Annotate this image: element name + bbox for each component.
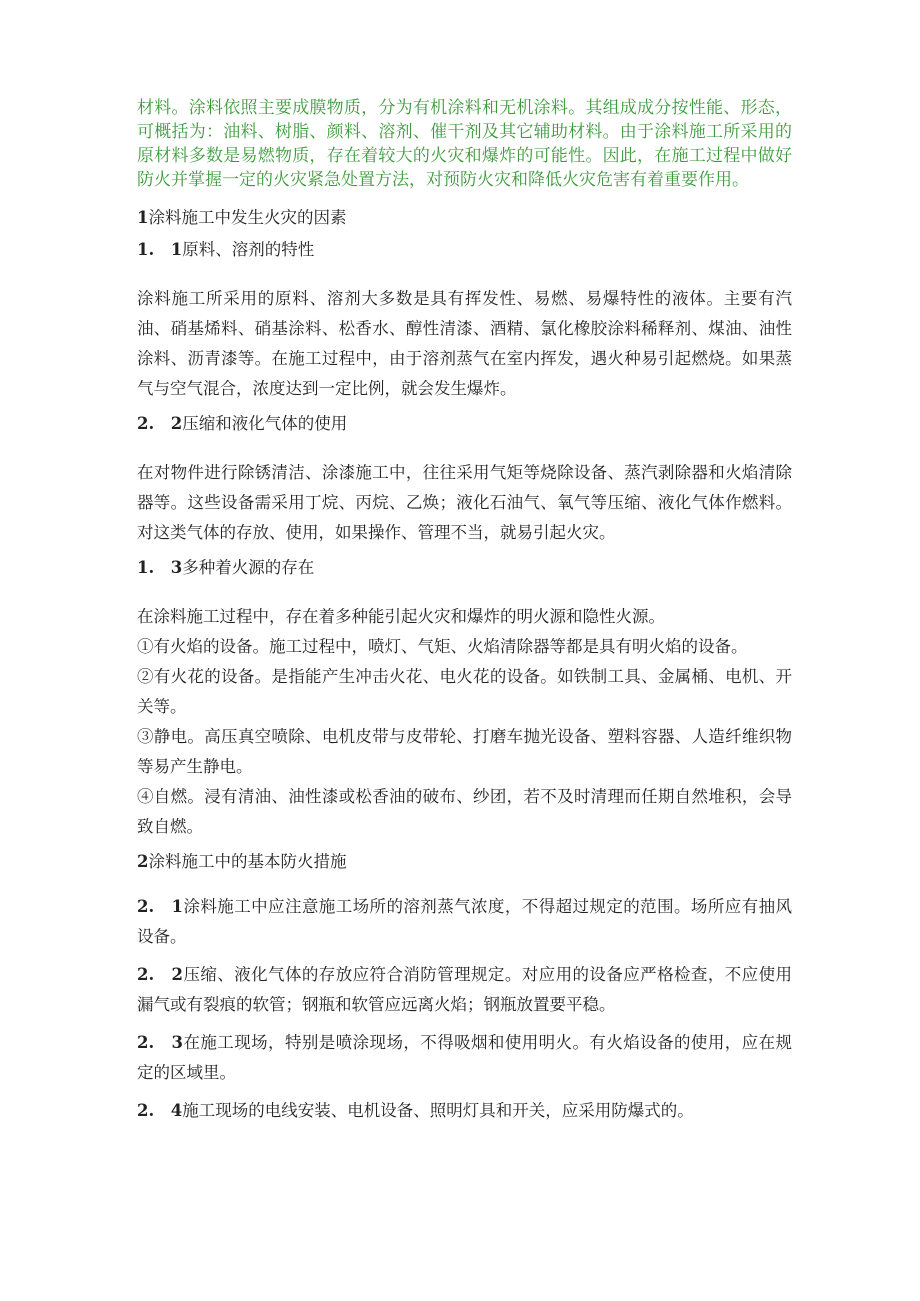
ignition-item: ②有火花的设备。是指能产生冲击火花、电火花的设备。如铁制工具、金属桶、电机、开关等。 (137, 667, 792, 716)
subsection-1-2-title: 压缩和液化气体的使用 (182, 414, 348, 433)
subsection-1-2-number: 2. 2 (137, 414, 183, 433)
subsection-1-1-heading (137, 238, 792, 262)
measure-number: 2. 3 (137, 1033, 184, 1052)
subsection-1-1-title: 原料、溶剂的特性 (182, 240, 315, 259)
subsection-1-2-body: 在对物件进行除锈清洁、涂漆施工中，往往采用气矩等烧除设备、蒸汽剥除器和火焰清除器等。这些设备需采用丁烷、丙烷、乙焕；液化石油气、氧气等压缩、液化气体作燃料。对这类气体的存放、使用，如果操作、管理不当，就易引起火灾。 (137, 463, 792, 542)
subsection-1-3-number: 1. 3 (137, 558, 183, 577)
measure-text: 压缩、液化气体的存放应符合消防管理规定。对应用的设备应严格检查，不应使用漏气或有裂痕的软管；钢瓶和软管应远离火焰；钢瓶放置要平稳。 (137, 965, 792, 1014)
subsection-1-1-number: 1. 1 (137, 240, 183, 259)
measure-item (137, 960, 792, 1020)
measure-text: 涂料施工中应注意施工场所的溶剂蒸气浓度，不得超过规定的范围。场所应有抽风设备。 (137, 897, 792, 946)
ignition-item: ③静电。高压真空喷除、电机皮带与皮带轮、打磨车抛光设备、塑料容器、人造纤维织物等易产生静电。 (137, 727, 792, 776)
section-1-number: 1 (137, 208, 149, 227)
measure-item (137, 1028, 792, 1088)
subsection-1-2-heading (137, 412, 792, 436)
ignition-item: ④自燃。浸有清油、油性漆或松香油的破布、纱团，若不及时清理而任期自然堆积，会导致自燃。 (137, 787, 792, 836)
section-2-heading (137, 850, 792, 874)
subsection-1-3-title: 多种着火源的存在 (182, 558, 315, 577)
subsection-1-3-body: 在涂料施工过程中，存在着多种能引起火灾和爆炸的明火源和隐性火源。 (137, 607, 665, 626)
section-2-title: 涂料施工中的基本防火措施 (148, 852, 347, 871)
measure-number: 2. 1 (137, 897, 184, 916)
measure-text: 在施工现场，特别是喷涂现场，不得吸烟和使用明火。有火焰设备的使用，应在规定的区域里。 (137, 1033, 792, 1082)
measure-item (137, 1096, 792, 1126)
section-2-number: 2 (137, 852, 149, 871)
intro-paragraph: 材料。涂料依照主要成膜物质，分为有机涂料和无机涂料。其组成成分按性能、形态，可概括为：油料、树脂、颜料、溶剂、催干剂及其它辅助材料。由于涂料施工所采用的原材料多数是易燃物质，存在着较大的火灾和爆炸的可能性。因此，在施工过程中做好防火并掌握一定的火灾紧急处置方法，对预防火灾和降低火灾危害有着重要作用。 (137, 98, 792, 190)
ignition-item: ①有火焰的设备。施工过程中，喷灯、气矩、火焰清除器等都是具有明火焰的设备。 (137, 637, 748, 656)
measure-number: 2. 4 (137, 1101, 183, 1120)
measure-text: 施工现场的电线安装、电机设备、照明灯具和开关，应采用防爆式的。 (182, 1101, 694, 1120)
section-1-heading (137, 206, 792, 230)
section-1-title: 涂料施工中发生火灾的因素 (148, 208, 347, 227)
subsection-1-1-body: 涂料施工所采用的原料、溶剂大多数是具有挥发性、易燃、易爆特性的液体。主要有汽油、硝基烯料、硝基涂料、松香水、醇性清漆、酒精、氯化橡胶涂料稀释剂、煤油、油性涂料、沥青漆等。在施工过程中，由于溶剂蒸气在室内挥发，遇火种易引起燃烧。如果蒸气与空气混合，浓度达到一定比例，就会发生爆炸。 (137, 289, 792, 398)
measure-number: 2. 2 (137, 965, 184, 984)
measure-item (137, 892, 792, 952)
document-page (137, 96, 792, 1126)
subsection-1-3-heading (137, 556, 792, 580)
